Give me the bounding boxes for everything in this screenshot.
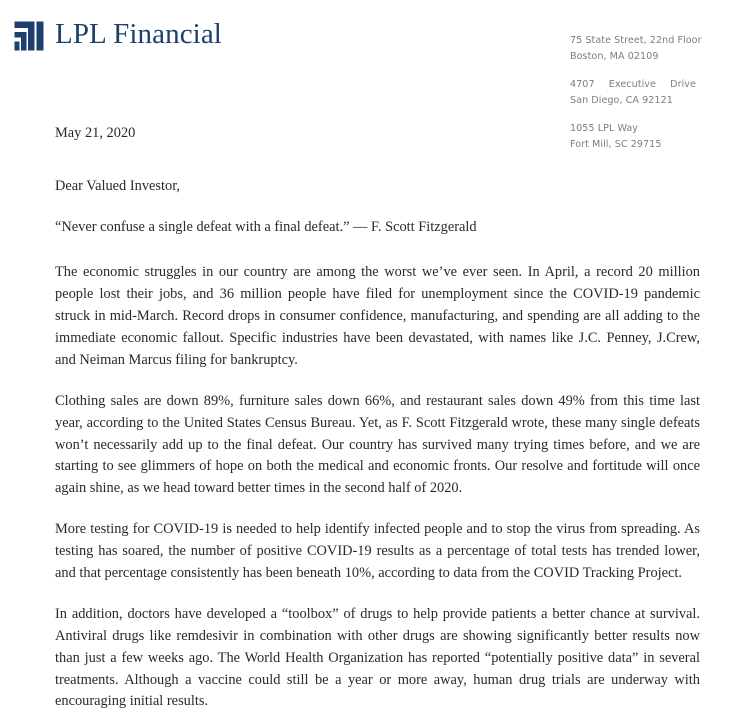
- address-line-city: San Diego, CA 92121: [570, 94, 673, 106]
- letter-paragraph: Clothing sales are down 89%, furniture sales down 66%, and restaurant sales down 49% from this time last year, according to the United States Census Bureau. Yet, as F. Scott Fitzgerald wrote, these many single defeats won’t necessarily add up to the final defeat. Our country has survived many trying times before, and we are starting to see glimmers of hope on both the medical and economic fronts. Our resolve and fortitude will once again shine, as we head toward better times in the second half of 2020.: [55, 392, 700, 497]
- address-san-diego: [570, 77, 722, 108]
- letter-salutation: Dear Valued Investor,: [55, 178, 181, 195]
- brand-name: LPL Financial: [55, 18, 222, 50]
- address-line-city: Fort Mill, SC 29715: [570, 138, 662, 150]
- letter-paragraph: More testing for COVID-19 is needed to help identify infected people and to stop the virus from spreading. As testing has soared, the number of positive COVID-19 results as a percentage of total tests has trended lower, and that percentage consistently has been beneath 10%, according to data from the COVID Tracking Project.: [55, 521, 700, 581]
- letter-paragraph: The economic struggles in our country are among the worst we’ve ever seen. In April, a record 20 million people lost their jobs, and 36 million people have filed for unemployment since the COVID-19 pandemic struck in mid-March. Record drops in consumer confidence, manufacturing, and spending are all adding to the immediate economic fallout. Specific industries have been devastated, with names like J.C. Penney, J.Crew, and Neiman Marcus filing for bankruptcy.: [55, 264, 700, 368]
- letter-paragraph: In addition, doctors have developed a “toolbox” of drugs to help provide patients a better chance at survival. Antiviral drugs like remdesivir in combination with other drugs are showing significantly better results now than just a few weeks ago. The World Health Organization has reported “potentially positive data” in several treatments. Although a vaccine could still be a year or more away, human drug trials are underway with encouraging initial results.: [55, 605, 700, 710]
- letter-epigraph-quote: “Never confuse a single defeat with a final defeat.” — F. Scott Fitzgerald: [55, 218, 477, 235]
- lpl-bar-mark-icon: [14, 21, 44, 51]
- address-line-street: 1055 LPL Way: [570, 123, 639, 135]
- address-boston: [570, 33, 722, 64]
- letter-date: May 21, 2020: [55, 125, 136, 141]
- brand-lockup: [14, 20, 222, 51]
- letter-body: [55, 124, 700, 713]
- address-line-city: Boston, MA 02109: [570, 50, 659, 62]
- address-line-street: 4707 Executive Drive: [570, 79, 696, 91]
- address-line-street: 75 State Street, 22nd Floor: [570, 35, 702, 46]
